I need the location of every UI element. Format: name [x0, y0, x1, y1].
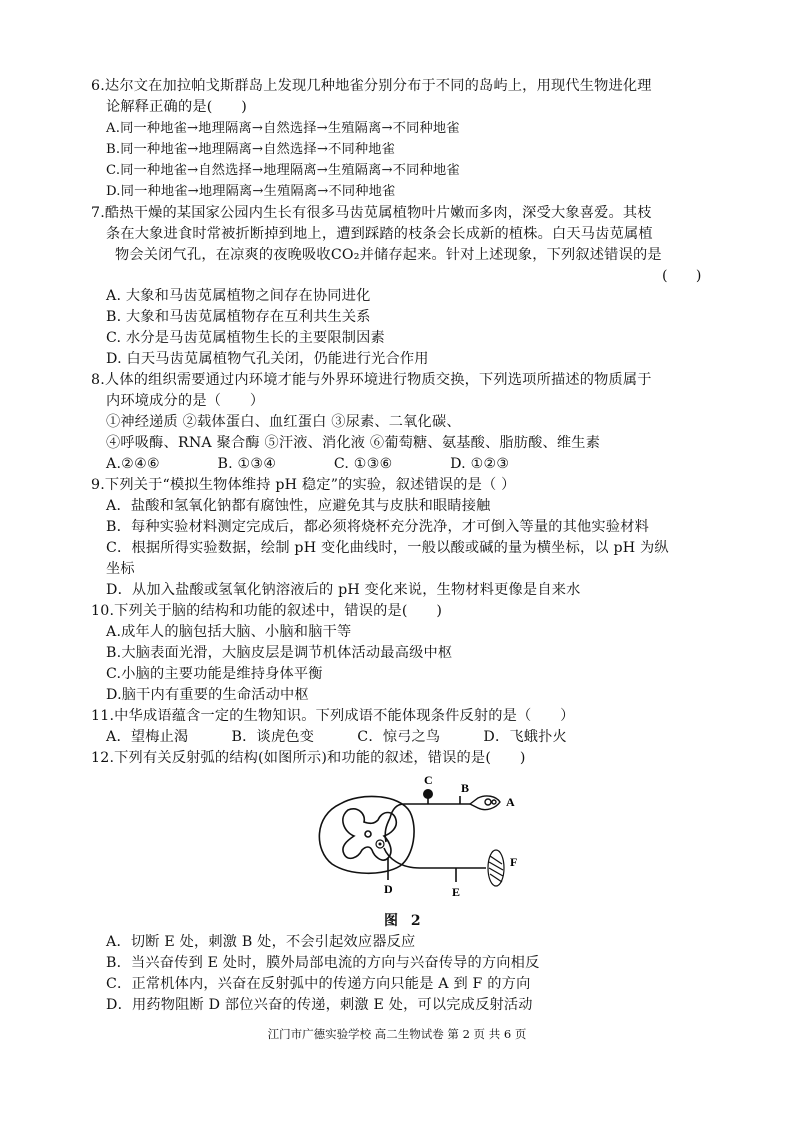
page-footer: 江门市广德实验学校 高二生物试卷 第 2 页 共 6 页	[267, 1027, 527, 1041]
q6-stem-line1: 6.达尔文在加拉帕戈斯群岛上发现几种地雀分别分布于不同的岛屿上，用现代生物进化理	[91, 78, 652, 94]
q6-option-d: D.同一种地雀→地理隔离→生殖隔离→不同种地雀	[106, 184, 396, 199]
q7-option-a: A. 大象和马齿苋属植物之间存在协同进化	[106, 288, 371, 304]
q9-option-c-line2: 坐标	[106, 561, 135, 577]
q8-items-line2: ④呼吸酶、RNA 聚合酶 ⑤汗液、消化液 ⑥葡萄糖、氨基酸、脂肪酸、维生素	[106, 435, 601, 451]
q9-option-a: A．盐酸和氢氧化钠都有腐蚀性，应避免其与皮肤和眼睛接触	[106, 498, 491, 514]
q6-stem-line2: 论解释正确的是( )	[106, 99, 247, 115]
q9-option-d: D．从加入盐酸或氢氧化钠溶液后的 pH 变化来说，生物材料更像是自来水	[106, 582, 581, 598]
q7-option-c: C. 水分是马齿苋属植物生长的主要限制因素	[106, 330, 385, 346]
reflex-arc-diagram	[300, 772, 540, 902]
q10-option-d: D.脑干内有重要的生命活动中枢	[106, 687, 309, 703]
q6-option-a: A.同一种地雀→地理隔离→自然选择→生殖隔离→不同种地雀	[106, 121, 460, 136]
q11-stem: 11.中华成语蕴含一定的生物知识。下列成语不能体现条件反射的是（ ）	[91, 708, 575, 724]
q7-stem-line1: 7.酷热干燥的某国家公园内生长有很多马齿苋属植物叶片嫩而多肉，深受大象喜爱。其枝	[91, 205, 652, 221]
q9-stem: 9.下列关于“模拟生物体维持 pH 稳定”的实验，叙述错误的是（ ）	[91, 477, 516, 493]
q12-option-c: C．正常机体内，兴奋在反射弧中的传递方向只能是 A 到 F 的方向	[106, 976, 531, 992]
q10-stem: 10.下列关于脑的结构和功能的叙述中，错误的是( )	[91, 603, 443, 619]
label-c: C	[424, 773, 433, 787]
ganglion-c	[423, 789, 433, 799]
q8-stem-line1: 8.人体的组织需要通过内环境才能与外界环境进行物质交换，下列选项所描述的物质属于	[91, 372, 652, 388]
label-d: D	[384, 882, 393, 896]
q10-option-c: C.小脑的主要功能是维持身体平衡	[106, 666, 323, 682]
q8-stem-line2: 内环境成分的是（ ）	[106, 393, 265, 409]
q6-option-b: B.同一种地雀→地理隔离→自然选择→不同种地雀	[106, 142, 396, 157]
q6-option-c: C.同一种地雀→自然选择→地理隔离→生殖隔离→不同种地雀	[106, 163, 460, 178]
label-a: A	[506, 795, 515, 809]
effector-f	[488, 850, 504, 886]
q12-option-a: A．切断 E 处，刺激 B 处，不会引起效应器反应	[106, 934, 416, 950]
q7-option-b: B. 大象和马齿苋属植物存在互利共生关系	[106, 309, 371, 325]
spinal-cord-outline	[319, 796, 414, 873]
label-f: F	[510, 855, 518, 869]
q8-options: A.②④⑥ B. ①③④ C. ①③⑥ D. ①②③	[106, 456, 510, 472]
q7-stem-line3: 物会关闭气孔，在凉爽的夜晚吸收CO₂并储存起来。针对上述现象，下列叙述错误的是	[115, 247, 662, 263]
label-e: E	[452, 885, 461, 899]
receptor-a	[470, 796, 500, 810]
q8-items-line1: ①神经递质 ②载体蛋白、血红蛋白 ③尿素、二氧化碳、	[106, 414, 461, 430]
q7-answer-parens: ( )	[662, 268, 702, 284]
label-b: B	[461, 781, 470, 795]
q10-option-b: B.大脑表面光滑，大脑皮层是调节机体活动最高级中枢	[106, 645, 453, 661]
q10-option-a: A.成年人的脑包括大脑、小脑和脑干等	[106, 624, 352, 640]
q12-option-b: B．当兴奋传到 E 处时，膜外局部电流的方向与兴奋传导的方向相反	[106, 955, 540, 971]
gray-matter	[343, 809, 396, 860]
q9-option-c-line1: C．根据所得实验数据，绘制 pH 变化曲线时，一般以酸或碱的量为横坐标，以 pH 为纵	[106, 540, 669, 556]
q11-options: A．望梅止渴 B．谈虎色变 C．惊弓之鸟 D．飞蛾扑火	[106, 729, 567, 745]
q7-stem-line2: 条在大象进食时常被折断掉到地上，遭到踩踏的枝条会长成新的植株。白天马齿苋属植	[106, 226, 653, 242]
figure-caption: 图 2	[384, 913, 425, 929]
q12-stem: 12.下列有关反射弧的结构(如图所示)和功能的叙述，错误的是( )	[91, 750, 526, 766]
q12-option-d: D．用药物阻断 D 部位兴奋的传递，刺激 E 处，可以完成反射活动	[106, 997, 533, 1013]
q7-option-d: D. 白天马齿苋属植物气孔关闭，仍能进行光合作用	[106, 351, 429, 367]
q9-option-b: B．每种实验材料测定完成后，都必须将烧杯充分洗净，才可倒入等量的其他实验材料	[106, 519, 649, 535]
